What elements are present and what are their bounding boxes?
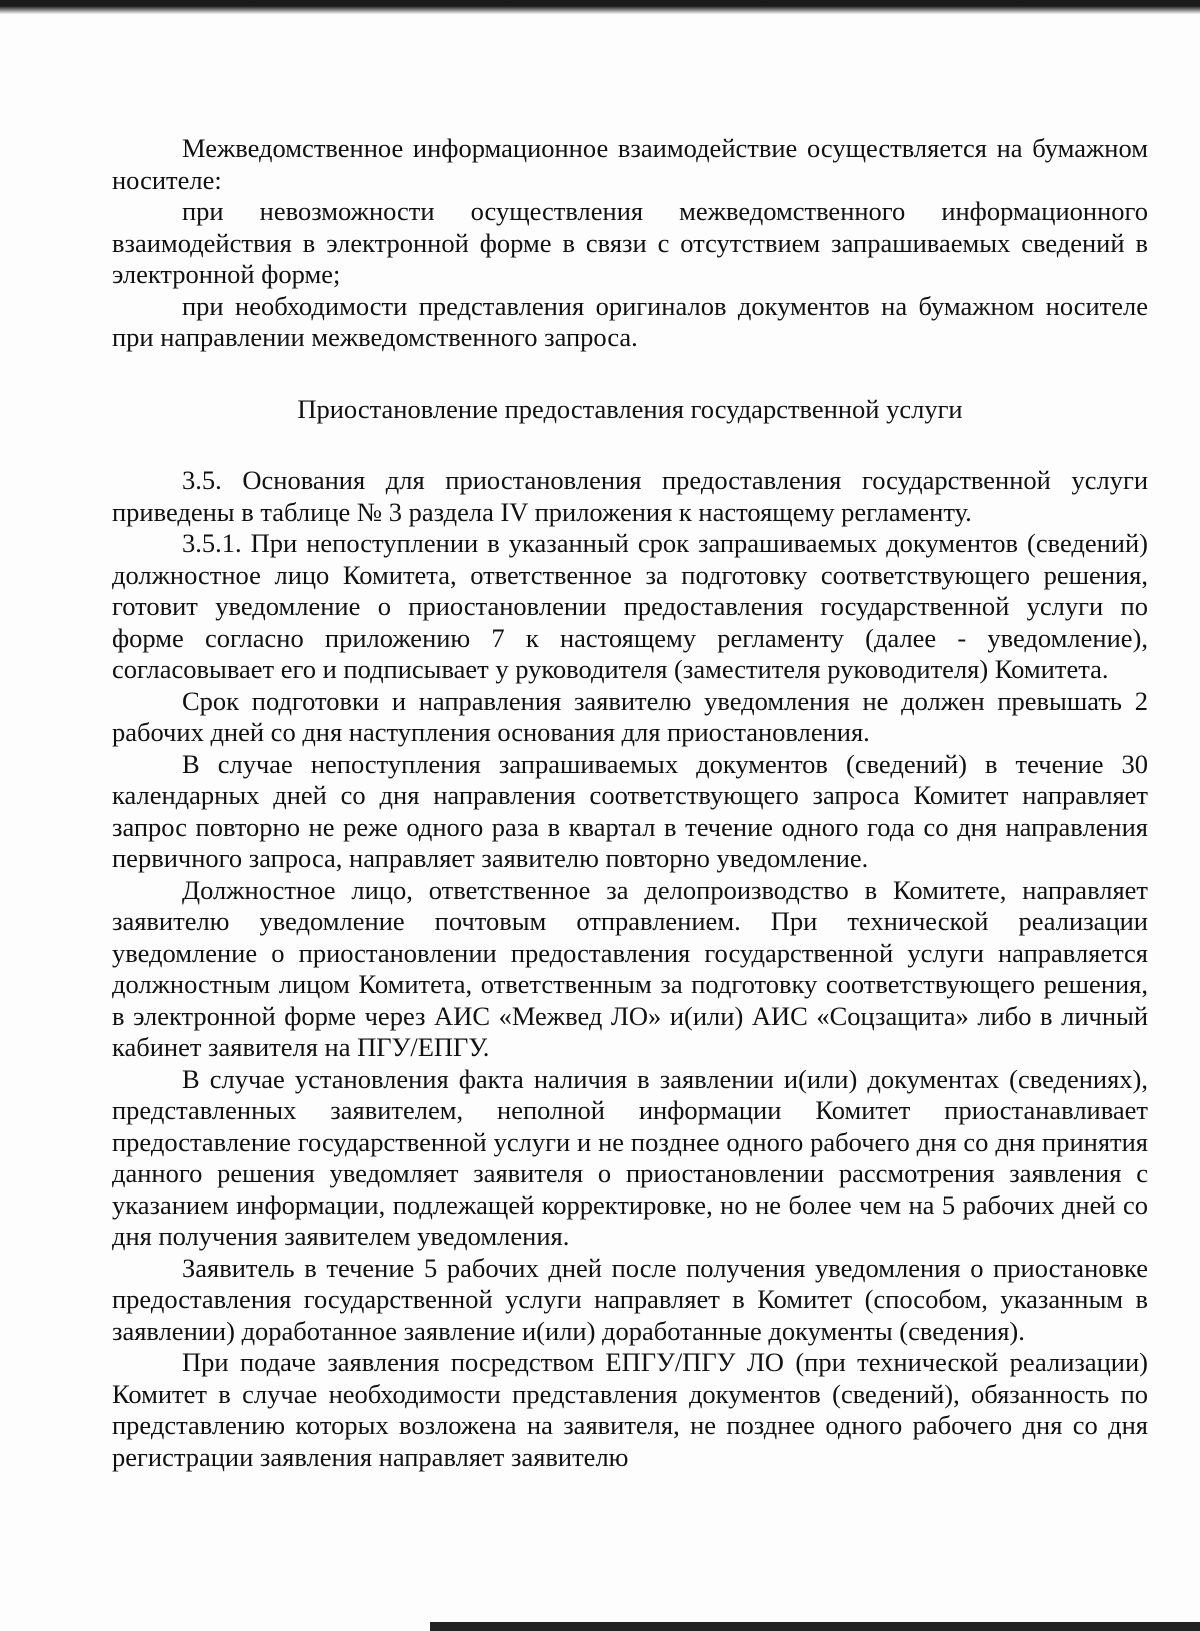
section-heading: Приостановление предоставления государственной услуги <box>297 393 963 424</box>
document-body <box>112 133 1148 1473</box>
paragraph-impossible-electronic: при невозможности осуществления межведомственного информационного взаимодействия в электронной форме в связи с отсутствием запрашиваемых сведений в электронной форме; <box>112 196 1148 289</box>
paragraph-postal-sending: Должностное лицо, ответственное за делопроизводство в Комитете, направляет заявителю уведомление почтовым отправлением. При технической реализации уведомление о приостановлении предоставления государственной услуги направляется должностным лицом Комитета, ответственным за подготовку соответствующего решения, в электронной форме через АИС «Межвед ЛО» и(или) АИС «Соцзащита» либо в личный кабинет заявителя на ПГУ/ЕПГУ. <box>112 874 1148 1062</box>
paragraph-repeat-request: В случае непоступления запрашиваемых документов (сведений) в течение 30 календарных дней со дня направления соответствующего запроса Комитет направляет запрос повторно не реже одного раза в квартал в течение одного года со дня направления первичного запроса, направляет заявителю повторно уведомление. <box>112 748 1148 873</box>
paragraph-notification-term: Срок подготовки и направления заявителю уведомления не должен превышать 2 рабочих дней со дня наступления основания для приостановления. <box>112 685 1148 747</box>
scan-bottom-edge <box>430 1622 1200 1631</box>
paragraph-epgu-submission: При подаче заявления посредством ЕПГУ/ПГУ ЛО (при технической реализации) Комитет в случае необходимости представления документов (сведений), обязанность по представлению которых возложена на заявителя, не позднее одного рабочего дня со дня регистрации заявления направляет заявителю <box>112 1347 1148 1472</box>
scan-top-edge <box>0 0 1200 14</box>
paragraph-3-5: 3.5. Основания для приостановления предоставления государственной услуги приведены в таблице № 3 раздела IV приложения к настоящему регламенту. <box>112 465 1148 527</box>
paragraph-originals-required: при необходимости представления оригиналов документов на бумажном носителе при направлении межведомственного запроса. <box>112 290 1148 352</box>
paragraph-interagency-paper: Межведомственное информационное взаимодействие осуществляется на бумажном носителе: <box>112 133 1148 195</box>
paragraph-3-5-1: 3.5.1. При непоступлении в указанный срок запрашиваемых документов (сведений) должностное лицо Комитета, ответственное за подготовку соответствующего решения, готовит уведомление о приостановлении предоставления государственной услуги по форме согласно приложению 7 к настоящему регламенту (далее - уведомление), согласовывает его и подписывает у руководителя (заместителя руководителя) Комитета. <box>112 528 1148 684</box>
paragraph-applicant-revision: Заявитель в течение 5 рабочих дней после получения уведомления о приостановке предоставления государственной услуги направляет в Комитет (способом, указанным в заявлении) доработанное заявление и(или) доработанные документы (сведения). <box>112 1252 1148 1346</box>
paragraph-incomplete-info: В случае установления факта наличия в заявлении и(или) документах (сведениях), представленных заявителем, неполной информации Комитет приостанавливает предоставление государственной услуги и не позднее одного рабочего дня со дня принятия данного решения уведомляет заявителя о приостановлении рассмотрения заявления с указанием информации, подлежащей корректировке, но не более чем на 5 рабочих дней со дня получения заявителем уведомления. <box>112 1063 1148 1251</box>
